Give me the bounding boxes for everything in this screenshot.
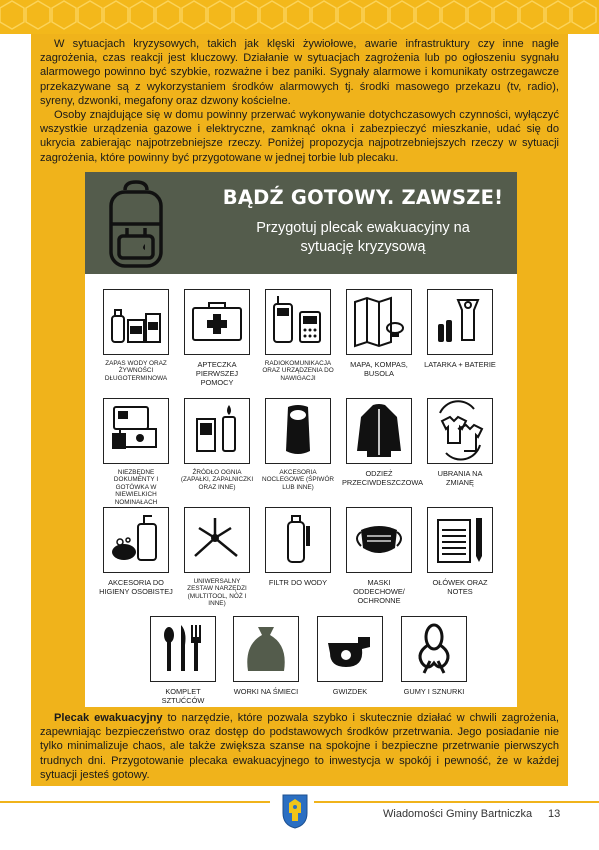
sleeping-bag-icon — [265, 398, 331, 464]
intro-paragraph-1: W sytuacjach kryzysowych, takich jak klęski żywiołowe, awarie infrastruktury czy inne nagłe zagrożenia, czas reakcji jest kluczowy. Działanie w sytuacjach zagrożenia lub po ogłoszeniu sygnału alarmowego powinno być szybkie, rozważne i bez paniki. Sygnały alarmowe i komunikaty ostrzegawcze przekazywane są z wykorzystaniem środków alarmowych tj. środki masowego przekazu (tv, radio), syreny, dzwonki, megafony oraz dzwony kościelne. — [40, 38, 559, 107]
poster-item-clothes — [427, 398, 501, 487]
outro-body: to narzędzie, które pozwala szybko i skutecznie działać w chwili zagrożenia, zapewniając bezpieczeństwo oraz dostęp do podstawowych środków przetrwania. Jego posiadanie nie tylko minimalizuje chaos, ale także zwiększa szanse na spokojne i bezpieczne przetrwanie pierwszych trudnych dni. Przygotowanie plecaka ewakuacyjnego to inwestycja w spokój i pewność, że w każdej sytuacji jesteś gotowy. — [40, 712, 559, 781]
map-compass-icon — [346, 289, 412, 355]
cutlery-icon — [150, 616, 216, 682]
poster-subtitle — [213, 219, 513, 257]
poster-item-whistle — [317, 616, 391, 696]
whistle-icon — [317, 616, 383, 682]
pencil-notes-icon — [427, 507, 493, 573]
poster-item-multitool — [184, 507, 258, 608]
poster-item-label: MAPA, KOMPAS, BUSOLA — [350, 360, 408, 378]
poster-item-label: UBRANIA NA ZMIANĘ — [437, 469, 483, 487]
intro-text — [40, 37, 559, 165]
honeycomb-header-band — [0, 0, 599, 34]
poster-item-label: AKCESORIA DO HIGIENY OSOBISTEJ — [99, 578, 173, 596]
footer-rule-left — [0, 801, 270, 803]
poster-item-label: APTECZKA PIERWSZEJ POMOCY — [195, 360, 239, 387]
poster-item-documents-cash — [103, 398, 177, 506]
footer-rule-right — [314, 801, 599, 803]
radio-icon — [265, 289, 331, 355]
poster-item-label: UNIWERSALNY ZESTAW NARZĘDZI (MULTITOOL, NÓŻ I INNE) — [187, 578, 247, 608]
poster-item-cutlery — [150, 616, 224, 705]
poster-item-matches-lighter — [180, 398, 258, 491]
municipality-crest-icon — [281, 793, 309, 829]
poster-item-trash-bag — [233, 616, 307, 696]
poster-item-label: MASKI ODDECHOWE/ OCHRONNE — [353, 578, 405, 605]
evacuation-backpack-poster — [85, 172, 517, 707]
poster-item-label: GWIZDEK — [332, 687, 368, 696]
poster-item-face-mask — [346, 507, 420, 605]
poster-item-flashlight — [424, 289, 501, 369]
face-mask-icon — [346, 507, 412, 573]
intro-paragraph-2: Osoby znajdujące się w domu powinny przerwać wykonywanie dotychczasowych czynności, wyłączyć wszystkie urządzenia gazowe i elektryczne, zamknąć okna i zabezpieczyć mieszkanie, udać się do ukrycia zabierając najpotrzebniejsze rzeczy. Poniżej propozycja najpotrzebniejszych rzeczy w sytuacji zagrożenia, które powinny być przygotowane w jednej torbie lub plecaku. — [40, 109, 559, 164]
poster-title: BĄDŹ GOTOWY. ZAWSZE! — [222, 186, 504, 209]
poster-item-label: WORKI NA ŚMIECI — [233, 687, 299, 696]
poster-item-label: OŁÓWEK ORAZ NOTES — [432, 578, 488, 596]
multitool-icon — [184, 507, 250, 573]
poster-item-first-aid — [184, 289, 258, 387]
poster-item-label: AKCESORIA NOCLEGOWE (ŚPIWÓR LUB INNE) — [261, 469, 335, 491]
water-food-icon — [103, 289, 169, 355]
rope-icon — [401, 616, 467, 682]
hygiene-icon — [103, 507, 169, 573]
poster-item-label: FILTR DO WODY — [268, 578, 328, 587]
honeycomb-pattern — [0, 0, 599, 34]
flashlight-icon — [427, 289, 493, 355]
poster-item-label: ŹRÓDŁO OGNIA (ZAPAŁKI, ZAPALNICZKI ORAZ INNE) — [180, 469, 254, 491]
poster-item-label: ODZIEŻ PRZECIWDESZCZOWA — [342, 469, 424, 487]
poster-item-label: ZAPAS WODY ORAZ ŻYWNOŚCI DŁUGOTERMINOWA — [104, 360, 168, 382]
poster-item-label: NIEZBĘDNE DOKUMENTY I GOTÓWKA W NIEWIELKICH NOMINAŁACH — [113, 469, 159, 506]
outro-text — [40, 711, 559, 782]
poster-item-label: GUMY I SZNURKI — [403, 687, 465, 696]
water-filter-icon — [265, 507, 331, 573]
poster-item-radio — [262, 289, 339, 382]
poster-item-raincoat — [342, 398, 424, 487]
poster-item-label: RADIOKOMUNIKACJA ORAZ URZĄDZENIA DO NAWIGACJI — [262, 360, 334, 382]
poster-item-pencil-notes — [427, 507, 501, 596]
poster-item-hygiene — [99, 507, 177, 596]
poster-subtitle-line-2: sytuację kryzysową — [300, 239, 426, 255]
clothes-icon — [427, 398, 493, 464]
documents-cash-icon — [103, 398, 169, 464]
raincoat-icon — [346, 398, 412, 464]
poster-item-label: LATARKA + BATERIE — [424, 360, 496, 369]
poster-item-rope — [401, 616, 475, 696]
backpack-icon — [101, 180, 171, 270]
page-number: 13 — [548, 808, 561, 820]
matches-lighter-icon — [184, 398, 250, 464]
poster-item-sleeping-bag — [261, 398, 339, 491]
outro-bold-lead: Plecak ewakuacyjny — [54, 712, 163, 724]
outro-paragraph — [40, 711, 559, 782]
poster-item-water-filter — [265, 507, 339, 587]
poster-item-map-compass — [346, 289, 420, 378]
footer-publication-name: Wiadomości Gminy Bartniczka — [383, 808, 533, 820]
poster-header — [85, 172, 517, 274]
poster-item-label: KOMPLET SZTUĆCÓW — [161, 687, 205, 705]
poster-subtitle-line-1: Przygotuj plecak ewakuacyjny na — [256, 220, 470, 236]
poster-item-water-food — [103, 289, 177, 382]
first-aid-kit-icon — [184, 289, 250, 355]
trash-bag-icon — [233, 616, 299, 682]
